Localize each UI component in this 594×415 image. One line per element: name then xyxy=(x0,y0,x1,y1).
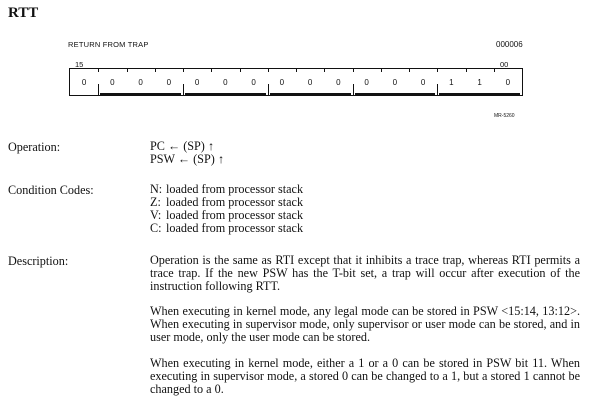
bit-divider-tick xyxy=(494,68,495,72)
bit-divider-tick xyxy=(466,68,467,72)
bit-register xyxy=(69,68,523,96)
bit-divider-tick xyxy=(127,68,128,72)
flag-text: loaded from processor stack xyxy=(166,195,304,209)
bit-divider-tick xyxy=(381,68,382,72)
condition-code-row xyxy=(150,222,303,235)
bit-cell: 0 xyxy=(392,77,398,87)
flag: C: xyxy=(150,221,162,235)
description-label: Description: xyxy=(8,254,69,268)
flag-text: loaded from processor stack xyxy=(166,208,304,222)
bit-cell: 0 xyxy=(505,77,511,87)
bit-cell: 0 xyxy=(138,77,143,87)
bit-cell: 0 xyxy=(336,77,341,87)
bit-divider-tick xyxy=(437,68,438,72)
operation-block xyxy=(150,140,224,166)
bit-cell: 0 xyxy=(251,77,256,87)
bit-high-label: 15 xyxy=(75,60,84,69)
bit-cell: 0 xyxy=(307,77,313,87)
condition-codes-label: Condition Codes: xyxy=(8,183,94,197)
bit-cell: 0 xyxy=(194,77,200,87)
octal-group-underline xyxy=(185,93,266,98)
bit-divider-tick xyxy=(98,68,99,72)
operation-line: PC ← (SP) ↑ xyxy=(150,139,215,153)
octal-group-underline xyxy=(270,93,351,98)
bit-divider-tick xyxy=(296,68,297,72)
flag: Z: xyxy=(150,195,161,209)
octal-group-separator xyxy=(183,84,184,95)
bit-cell: 0 xyxy=(364,77,369,87)
octal-group-separator xyxy=(98,84,99,95)
description-paragraph: Operation is the same as RTI except that it inhibits a trace trap, whereas RTI permits a trace trap. If the new PSW has the T-bit set, a trap will occur after execution of the instruction following RTT. xyxy=(150,253,580,293)
bit-cell: 1 xyxy=(449,77,454,87)
bit-cell: 1 xyxy=(477,77,482,87)
bit-divider-tick xyxy=(240,68,241,72)
flag-text: loaded from processor stack xyxy=(166,221,304,235)
bit-cell: 0 xyxy=(420,77,426,87)
flag-text: loaded from processor stack xyxy=(166,182,304,196)
octal-group-underline xyxy=(355,93,436,98)
octal-group-underline xyxy=(439,93,520,98)
figure-number: MR-5260 xyxy=(494,113,515,119)
bit-cell: 0 xyxy=(279,77,285,87)
bit-divider-tick xyxy=(353,68,354,72)
octal-group-separator xyxy=(353,84,354,95)
flag: V: xyxy=(150,208,162,222)
bit-cell: 0 xyxy=(110,77,115,87)
bit-divider-tick xyxy=(268,68,269,72)
description-paragraph: When executing in kernel mode, any legal mode can be stored in PSW <15:14, 13:12>. When executing in supervisor mode, only supervisor or user mode can be stored, and in user mode, only the user mode can be stored. xyxy=(150,304,580,344)
bit-divider-tick xyxy=(183,68,184,72)
bit-low-label: 00 xyxy=(500,60,509,69)
flag: N: xyxy=(150,182,163,196)
bit-divider-tick xyxy=(155,68,156,72)
instruction-name: RETURN FROM TRAP xyxy=(68,40,149,49)
bit-cell: 0 xyxy=(166,77,172,87)
operation-line: PSW ← (SP) ↑ xyxy=(150,152,224,166)
octal-group-underline xyxy=(100,93,181,98)
bit-divider-tick xyxy=(211,68,212,72)
bit-divider-tick xyxy=(324,68,325,72)
bit-cell: 0 xyxy=(223,77,228,87)
opcode: 000006 xyxy=(496,40,523,49)
octal-group-separator xyxy=(268,84,269,95)
bit-divider-tick xyxy=(409,68,410,72)
description-paragraph: When executing in kernel mode, either a 1 or a 0 can be stored in PSW bit 11. When executing in supervisor mode, a stored 0 can be changed to a 1, but a stored 1 cannot be changed to a 0. xyxy=(150,356,580,396)
operation-label: Operation: xyxy=(8,140,61,154)
page-title: RTT xyxy=(8,5,39,21)
bit-cell: 0 xyxy=(81,77,87,87)
condition-codes-block xyxy=(150,183,303,235)
octal-group-separator xyxy=(437,84,438,95)
